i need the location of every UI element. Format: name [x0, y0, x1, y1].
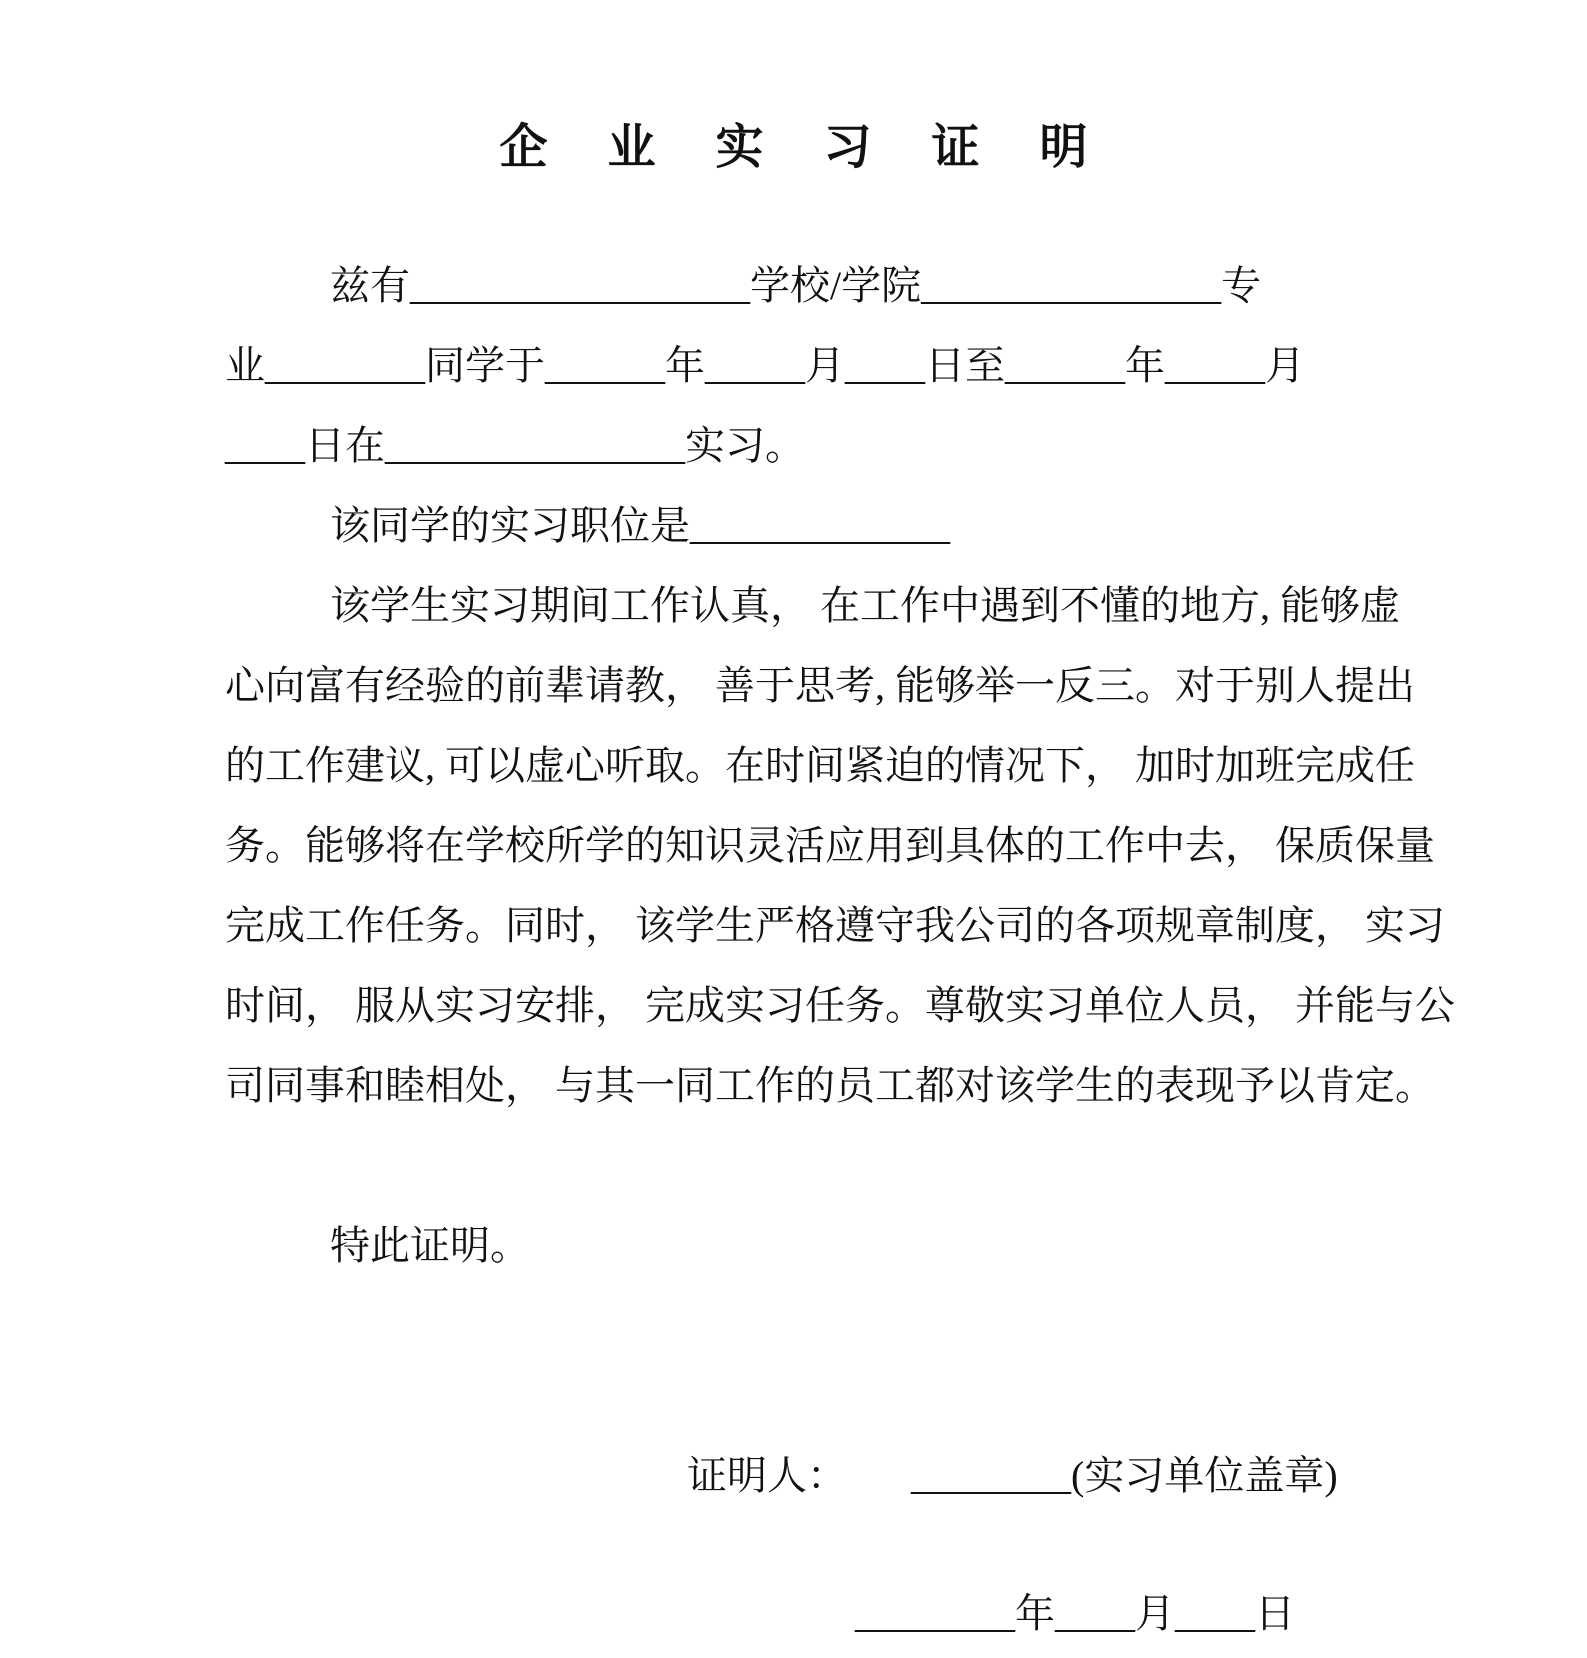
body-line-5: 完成工作任务。同时， 该学生严格遵守我公司的各项规章制度， 实习 [225, 903, 1445, 948]
position-line: 该同学的实习职位是_____________ [330, 503, 950, 548]
body-line-4: 务。能够将在学校所学的知识灵活应用到具体的工作中去， 保质保量 [225, 823, 1435, 868]
signature-seal-note: (实习单位盖章) [1071, 1453, 1338, 1498]
intro-line-3: ____日在_______________实习。 [225, 423, 805, 468]
body-line-6: 时间， 服从实习安排， 完成实习任务。尊敬实习单位人员， 并能与公 [225, 983, 1455, 1028]
signature-blank: ________ [911, 1453, 1071, 1498]
document-body [225, 246, 1455, 1654]
body-line-3: 的工作建议, 可以虚心听取。在时间紧迫的情况下， 加时加班完成任 [225, 743, 1415, 788]
signature-label: 证明人： [687, 1453, 847, 1498]
intro-line-2: 业________同学于______年_____月____日至______年_____月 [225, 343, 1305, 388]
signature-row [687, 1436, 1338, 1516]
intro-line-1: 兹有_________________学校/学院_______________专 [330, 263, 1262, 308]
date-line: ________年____月____日 [855, 1591, 1295, 1636]
document-title: 企 业 实 习 证 明 [499, 121, 1112, 174]
body-line-7: 司同事和睦相处， 与其一同工作的员工都对该学生的表现予以肯定。 [225, 1063, 1435, 1108]
body-line-1: 该学生实习期间工作认真， 在工作中遇到不懂的地方, 能够虚 [330, 583, 1400, 628]
body-line-2: 心向富有经验的前辈请教， 善于思考, 能够举一反三。对于别人提出 [225, 663, 1415, 708]
closing-line: 特此证明。 [330, 1223, 530, 1268]
